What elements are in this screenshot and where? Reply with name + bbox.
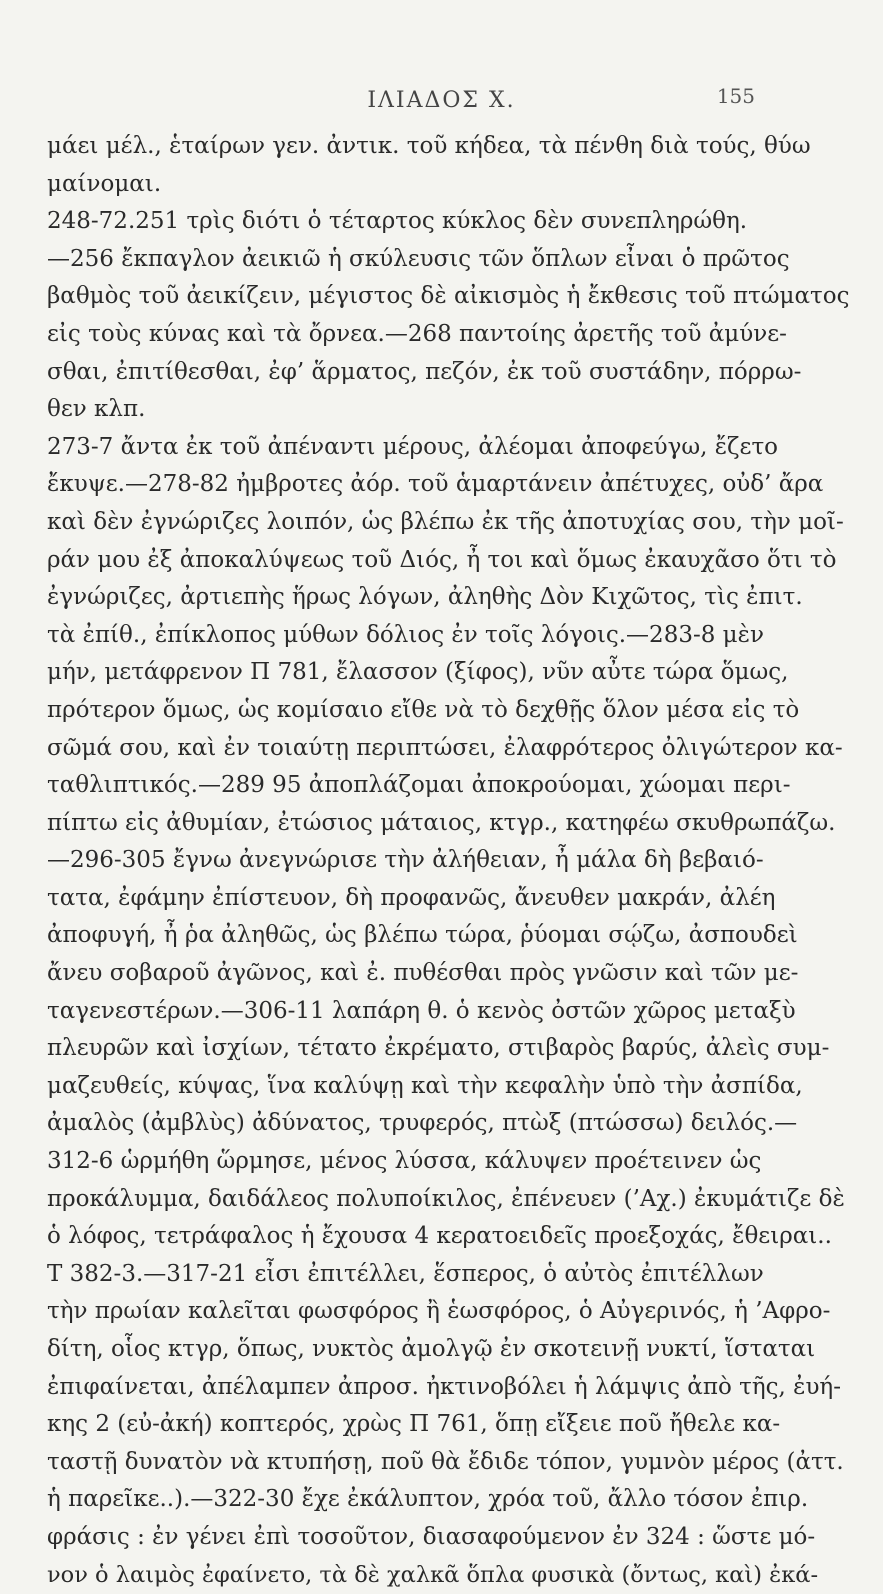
text-line: μαίνομαι. [47,170,162,197]
text-line: τατα, ἐφάμην ἐπίστευον, δὴ προφανῶς, ἄνευθεν μακράν, ἀλέη [47,884,776,911]
text-line: ἄνευ σοβαροῦ ἀγῶνος, καὶ ἐ. πυθέσθαι πρὸς γνῶσιν καὶ τῶν με- [47,960,799,987]
text-line: —296-305 ἔγνω ἀνεγνώρισε τὴν ἀλήθειαν, ἦ μάλα δὴ βεβαιό- [47,847,764,874]
text-line: μαζευθείς, κύψας, ἵνα καλύψῃ καὶ τὴν κεφαλὴν ὑπὸ τὴν ἀσπίδα, [47,1072,803,1099]
text-line: νον ὁ λαιμὸς ἐφαίνετο, τὰ δὲ χαλκᾶ ὅπλα φυσικὰ (ὄντως, καὶ) ἐκά- [47,1561,819,1588]
text-line: φράσις : ἐν γένει ἐπὶ τοσοῦτον, διασαφούμενον ἐν 324 : ὥστε μό- [47,1523,816,1550]
commentary-text [47,128,850,1594]
text-line: —256 ἔκπαγλον ἀεικιῶ ἡ σκύλευσις τῶν ὅπλων εἶναι ὁ πρῶτος [47,245,790,272]
text-line: καὶ δὲν ἐγνώριζες λοιπόν, ὡς βλέπω ἐκ τῆς ἀποτυχίας σου, τὴν μοῖ- [47,508,844,535]
text-line: ἔκυψε.—278-82 ἠμβροτες ἀόρ. τοῦ ἁμαρτάνειν ἀπέτυχες, οὐδ’ ἄρα [47,471,824,498]
text-line: ράν μου ἐξ ἀποκαλύψεως τοῦ Διός, ἦ τοι καὶ ὅμως ἐκαυχᾶσο ὅτι τὸ [47,546,837,573]
text-line: Τ 382-3.—317-21 εἶσι ἐπιτέλλει, ἕσπερος, ὁ αὐτὸς ἐπιτέλλων [47,1260,764,1287]
text-line: ἀμαλὸς (ἀμβλὺς) ἀδύνατος, τρυφερός, πτὼξ (πτώσσω) δειλός.— [47,1110,798,1137]
text-line: εἰς τοὺς κύνας καὶ τὰ ὄρνεα.—268 παντοίης ἀρετῆς τοῦ ἀμύνε- [47,320,787,347]
text-line: 312-6 ὡρμήθη ὥρμησε, μένος λύσσα, κάλυψεν προέτεινεν ὡς [47,1148,762,1175]
text-line: ταθλιπτικός.—289 95 ἀποπλάζομαι ἀποκρούομαι, χώομαι περι- [47,772,791,799]
text-line: δίτη, οἷος κτγρ, ὅπως, νυκτὸς ἀμολγῷ ἐν σκοτεινῇ νυκτί, ἵσταται [47,1336,816,1362]
text-line: ὁ λόφος, τετράφαλος ἡ ἔχουσα 4 κερατοειδεῖς προεξοχάς, ἔθειραι.. [47,1223,832,1250]
text-line: μήν, μετάφρενον Π 781, ἔλασσον (ξίφος), νῦν αὖτε τώρα ὅμως, [47,659,789,686]
text-line: 248-72.251 τρὶς διότι ὁ τέταρτος κύκλος δὲν συνεπληρώθη. [47,208,748,235]
text-line: ἐπιφαίνεται, ἀπέλαμπεν ἀπροσ. ἠκτινοβόλει ἡ λάμψις ἀπὸ τῆς, ἐυή- [47,1373,841,1400]
text-line: θεν κλπ. [47,396,146,423]
text-line: πίπτω εἰς ἀθυμίαν, ἐτώσιος μάταιος, κτγρ., κατηφέω σκυθρωπάζω. [47,809,836,836]
text-line: ἐγνώριζες, ἀρτιεπὴς ἥρως λόγων, ἀληθὴς Δὸν Κιχῶτος, τὶς ἐπιτ. [47,584,803,611]
text-line: 273-7 ἄντα ἐκ τοῦ ἀπέναντι μέρους, ἀλέομαι ἀποφεύγω, ἔζετο [47,433,779,460]
page-number: 155 [716,84,755,108]
text-line: πλευρῶν καὶ ἰσχίων, τέτατο ἐκρέματο, στιβαρὸς βαρύς, ἀλεὶς συμ- [47,1035,830,1062]
text-line: σθαι, ἐπιτίθεσθαι, ἐφ’ ἅρματος, πεζόν, ἐκ τοῦ συστάδην, πόρρω- [47,358,802,385]
text-line: ταγενεστέρων.—306-11 λαπάρη θ. ὁ κενὸς ὀστῶν χῶρος μεταξὺ [47,997,796,1024]
text-line: πρότερον ὅμως, ὡς κομίσαιο εἴθε νὰ τὸ δεχθῇς ὅλον μέσα εἰς τὸ [47,696,800,723]
text-line: τὰ ἐπίθ., ἐπίκλοπος μύθων δόλιος ἐν τοῖς λόγοις.—283-8 μὲν [47,621,764,648]
text-line: ταστῇ δυνατὸν νὰ κτυπήσῃ, ποῦ θὰ ἔδιδε τόπον, γυμνὸν μέρος (ἀττ. [47,1448,844,1475]
text-line: σῶμά σου, καὶ ἐν τοιαύτῃ περιπτώσει, ἐλαφρότερος ὀλιγώτερον κα- [47,734,843,761]
running-header: ΙΛΙΑΔΟΣ Χ. [367,88,516,113]
text-line: τὴν πρωίαν καλεῖται φωσφόρος ἢ ἑωσφόρος, ὁ Αὐγερινός, ἡ ’Αφρο- [47,1298,831,1325]
text-line: βαθμὸς τοῦ ἀεικίζειν, μέγιστος δὲ αἰκισμὸς ἡ ἔκθεσις τοῦ πτώματος [47,283,850,310]
text-line: προκάλυμμα, δαιδάλεος πολυποίκιλος, ἐπένευεν (’Αχ.) ἐκυμάτιζε δὲ [47,1185,845,1212]
text-line: ἡ παρεῖκε..).—322-30 ἔχε ἐκάλυπτον, χρόα τοῦ, ἄλλο τόσον ἐπιρ. [47,1486,809,1513]
text-line: ἀποφυγή, ἦ ῥα ἀληθῶς, ὡς βλέπω τώρα, ῥύομαι σῴζω, ἀσπουδεὶ [47,922,798,949]
text-line: μάει μέλ., ἑταίρων γεν. ἀντικ. τοῦ κήδεα, τὰ πένθη διὰ τούς, θύω [47,133,811,159]
text-line: κης 2 (εὐ-ἀκή) κοπτερός, χρὼς Π 761, ὅπῃ εἴξειε ποῦ ἤθελε κα- [47,1411,781,1438]
